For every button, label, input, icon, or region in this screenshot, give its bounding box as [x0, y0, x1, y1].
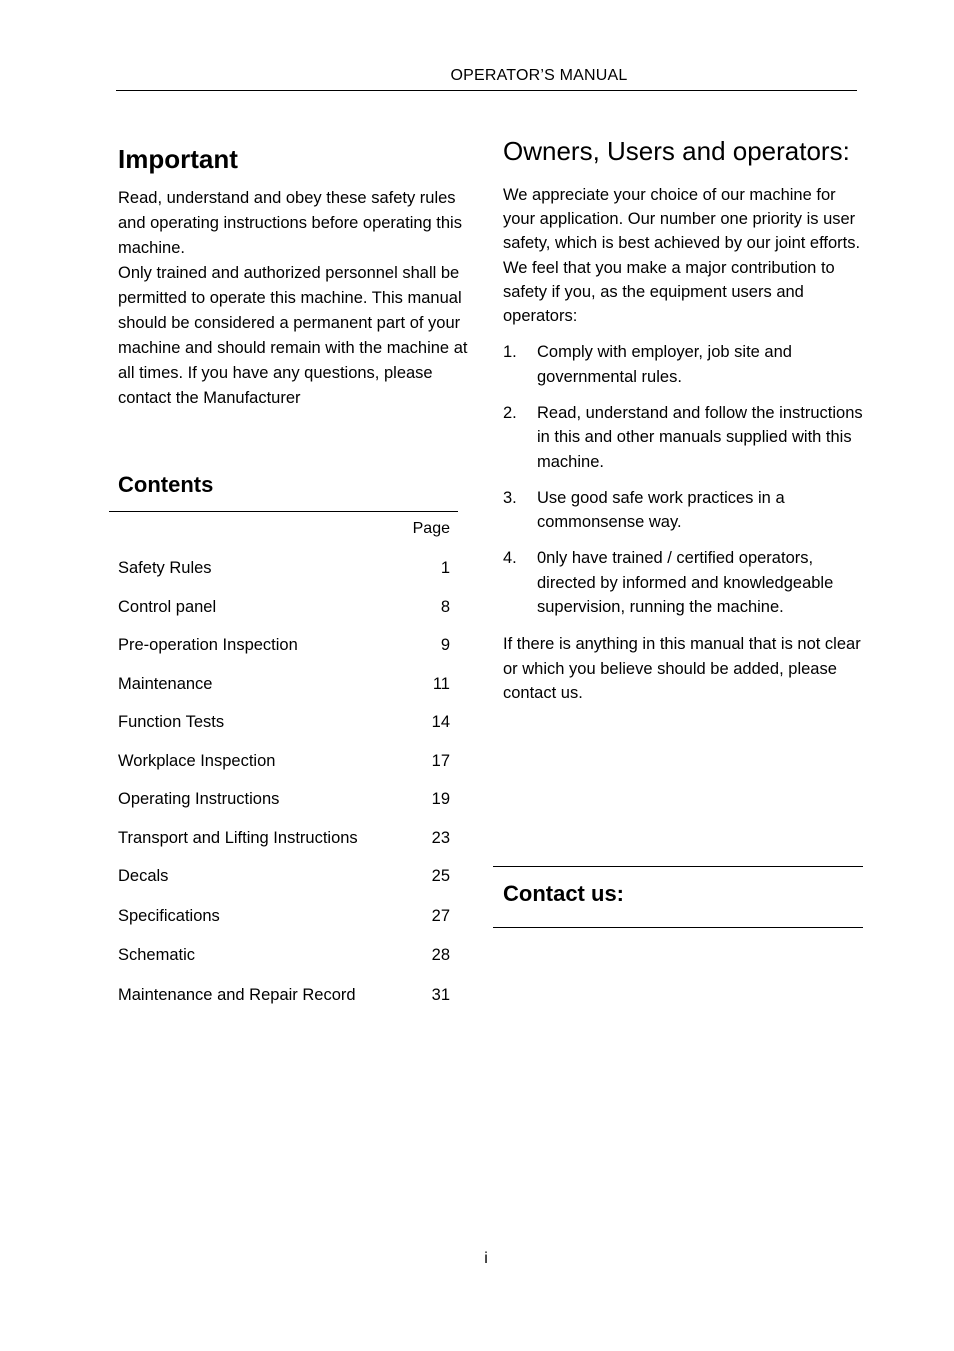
- toc-entry-title: Transport and Lifting Instructions: [118, 829, 358, 847]
- toc-entry-title: Specifications: [118, 907, 220, 925]
- toc-page-column-label: Page: [412, 520, 450, 537]
- toc-entry-page: 14: [431, 713, 450, 731]
- owners-intro: We appreciate your choice of our machine for your application. Our number one priority is user safety, which is best achieved by our joint efforts. We feel that you make a major contribution to safety if you, as the equipment users and operators:: [503, 186, 861, 326]
- toc-entry-page: 19: [431, 790, 450, 808]
- list-item: [503, 486, 863, 535]
- toc-entry-page: 23: [431, 829, 450, 847]
- list-item-number: 2.: [503, 403, 517, 422]
- toc-entry[interactable]: [118, 675, 450, 699]
- list-item-text: Comply with employer, job site and governmental rules.: [537, 343, 792, 386]
- toc-entry[interactable]: [118, 713, 450, 737]
- contents-divider: [109, 511, 458, 512]
- list-item-number: 4.: [503, 549, 517, 567]
- toc-entry-title: Operating Instructions: [118, 790, 280, 808]
- list-item-text: Read, understand and follow the instructions in this and other manuals supplied with this machine.: [537, 403, 863, 471]
- toc-entry-title: Decals: [118, 867, 169, 885]
- toc-entry[interactable]: [118, 636, 450, 660]
- owner-responsibilities-list: [503, 340, 863, 631]
- toc-entry-page: 28: [431, 946, 450, 964]
- list-item: [503, 401, 863, 475]
- toc-entry-title: Safety Rules: [118, 559, 212, 577]
- list-item: [503, 340, 863, 389]
- toc-entry[interactable]: [118, 946, 450, 970]
- toc-entry-title: Control panel: [118, 598, 217, 616]
- contents-heading: Contents: [118, 472, 214, 497]
- toc-entry[interactable]: [118, 829, 450, 853]
- toc-entry-page: 9: [440, 636, 450, 654]
- list-item-number: 3.: [503, 488, 517, 507]
- list-item: [503, 546, 863, 620]
- toc-entry-page: 8: [440, 598, 450, 616]
- toc-entry-page: 25: [431, 867, 450, 885]
- running-header: OPERATOR’S MANUAL: [450, 67, 628, 84]
- toc-entry-page: 11: [432, 675, 450, 693]
- toc-entry[interactable]: [118, 752, 450, 776]
- list-item-number: 1.: [503, 343, 517, 361]
- toc-entry[interactable]: [118, 907, 450, 931]
- toc-entry-page: 31: [431, 986, 450, 1004]
- toc-entry-title: Workplace Inspection: [118, 752, 276, 770]
- owners-outro: If there is anything in this manual that is not clear or which you believe should be added, please contact us.: [503, 635, 861, 702]
- page-number: i: [484, 1250, 488, 1267]
- contact-divider-top: [493, 866, 863, 867]
- contact-divider-bottom: [493, 927, 863, 928]
- important-heading: Important: [118, 144, 238, 174]
- toc-entry[interactable]: [118, 986, 450, 1010]
- toc-entry-title: Maintenance: [118, 675, 213, 693]
- toc-entry[interactable]: [118, 598, 450, 622]
- important-notice: [118, 186, 478, 411]
- toc-entry-title: Maintenance and Repair Record: [118, 986, 356, 1004]
- important-paragraph-1: Read, understand and obey these safety rules and operating instructions before operating this machine.: [118, 189, 462, 257]
- list-item-text: Use good safe work practices in a commonsense way.: [537, 488, 785, 531]
- toc-entry-title: Pre-operation Inspection: [118, 636, 298, 654]
- list-item-text: 0nly have trained / certified operators, directed by informed and knowledgeable supervision, running the machine.: [537, 549, 834, 616]
- header-divider: [116, 90, 857, 91]
- toc-entry-title: Schematic: [118, 946, 196, 964]
- important-paragraph-2: Only trained and authorized personnel shall be permitted to operate this machine. This manual should be considered a permanent part of your machine and should remain with the machine at all times. If you have any questions, please contact the Manufacturer: [118, 264, 468, 407]
- toc-entry[interactable]: [118, 559, 450, 583]
- toc-entry-page: 17: [431, 752, 450, 770]
- owners-heading: Owners, Users and operators:: [503, 136, 850, 166]
- toc-entry[interactable]: [118, 790, 450, 814]
- toc-entry-page: 27: [431, 907, 450, 925]
- toc-entry-title: Function Tests: [118, 713, 225, 731]
- contact-heading: Contact us:: [503, 881, 624, 906]
- toc-entry-page: 1: [440, 559, 450, 577]
- toc-entry[interactable]: [118, 867, 450, 891]
